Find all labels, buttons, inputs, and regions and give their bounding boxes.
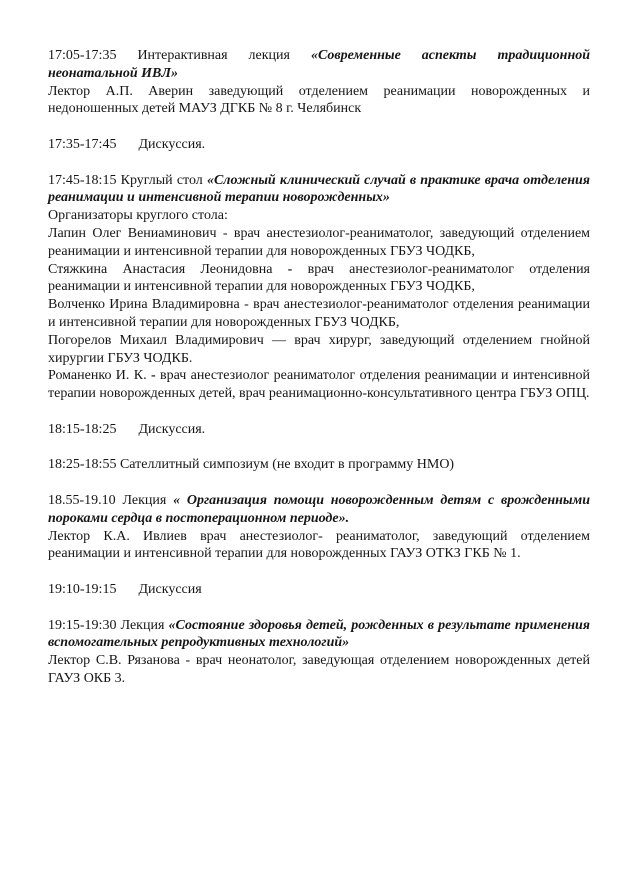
- session-kind: Лекция: [122, 492, 167, 508]
- organizer-role: врач анестезиолог-реаниматолог, заведующий отделением реанимации и интенсивной терапии для новорожденных ГБУЗ ЧОДКБ,: [48, 225, 591, 259]
- organizer-name: Романенко И. К.: [48, 368, 147, 384]
- session-time: 19:10-19:15: [48, 581, 117, 597]
- organizer-role: врач анестезиолог реаниматолог отделения реанимации и интенсивной терапии новорожденных детей, врач реанимационно-консультативного центра ГБУЗ ОПЦ.: [48, 368, 591, 402]
- session-kind: Сателлитный симпозиум (не входит в программу НМО): [119, 457, 455, 473]
- session-1855-heading: [48, 492, 590, 528]
- session-kind: Дискуссия: [138, 581, 202, 597]
- organizer-row: [48, 225, 590, 261]
- organizer-name: Стяжкина Анастасия Леонидовна: [48, 261, 273, 277]
- organizer-name: Погорелов Михаил Владимирович: [48, 332, 264, 348]
- session-1915-lecturer: Лектор С.В. Рязанова - врач неонатолог, заведующая отделением новорожденных детей ГАУЗ ОКБ 3.: [48, 653, 590, 686]
- session-1745-heading: [48, 172, 590, 208]
- organizer-dash: —: [272, 332, 287, 348]
- organizer-row: [48, 296, 590, 332]
- organizer-row: [48, 367, 590, 403]
- session-kind: Дискуссия.: [138, 136, 206, 152]
- organizer-row: [48, 332, 590, 368]
- session-1735-heading: [48, 136, 590, 154]
- session-1815-heading: [48, 421, 590, 439]
- session-time: 17:05-17:35: [48, 48, 117, 63]
- session-time: 17:45-18:15: [48, 172, 117, 188]
- organizer-role: врач хирург, заведующий отделением гнойной хирургии ГБУЗ ЧОДКБ.: [48, 332, 590, 366]
- session-1855-lecturer: Лектор К.А. Ивлиев врач анестезиолог- реаниматолог, заведующий отделением реанимации и интенсивной терапии для новорожденных ГАУЗ ОТКЗ ГКБ № 1.: [48, 528, 590, 562]
- organizer-dash: -: [287, 261, 293, 277]
- organizer-role: врач анестезиолог-реаниматолог отделения реанимации и интенсивной терапии для новорожденных ГБУЗ ЧОДКБ,: [48, 261, 590, 295]
- organizer-dash: -: [244, 297, 249, 313]
- session-time: 18:15-18:25: [48, 421, 117, 437]
- session-1915-heading: [48, 617, 590, 653]
- session-1825-heading: [48, 456, 590, 474]
- organizer-name: Лапин Олег Вениаминович: [48, 225, 217, 241]
- organizer-dash: -: [222, 225, 228, 241]
- organizers-label: Организаторы круглого стола:: [48, 208, 228, 224]
- session-title: « Организация помощи новорожденным детям с врожденными пороками сердца в постоперационном периоде».: [48, 492, 591, 526]
- organizer-name: Волченко Ирина Владимировна: [48, 297, 240, 313]
- session-1705-heading: [48, 47, 590, 83]
- session-1910-heading: [48, 581, 590, 599]
- organizer-role: врач анестезиолог-реаниматолог отделения реанимации и интенсивной терапии для новорожденных ГБУЗ ЧОДКБ,: [48, 297, 591, 330]
- session-title: «Состояние здоровья детей, рожденных в результате применения вспомогательных репродуктивных технологий»: [48, 617, 590, 651]
- session-time: 17:35-17:45: [48, 136, 117, 152]
- session-time: 19:15-19:30: [48, 617, 117, 633]
- session-kind: Дискуссия.: [138, 421, 206, 437]
- session-title: «Современные аспекты традиционной неонатальной ИВЛ»: [48, 48, 591, 81]
- organizer-row: [48, 261, 590, 297]
- session-time: 18:25-18:55: [48, 457, 117, 473]
- session-kind: Лекция: [120, 617, 165, 633]
- session-kind: Круглый стол: [120, 172, 203, 188]
- session-kind: Интерактивная лекция: [137, 48, 290, 63]
- session-time: 18.55-19.10: [48, 492, 116, 508]
- session-1705-lecturer: Лектор А.П. Аверин заведующий отделением реанимации новорожденных и недоношенных детей МАУЗ ДГКБ № 8 г. Челябинск: [48, 83, 590, 117]
- organizer-dash: -: [150, 368, 156, 384]
- session-title: «Сложный клинический случай в практике врача отделения реанимации и интенсивной терапии новорожденных»: [48, 172, 590, 206]
